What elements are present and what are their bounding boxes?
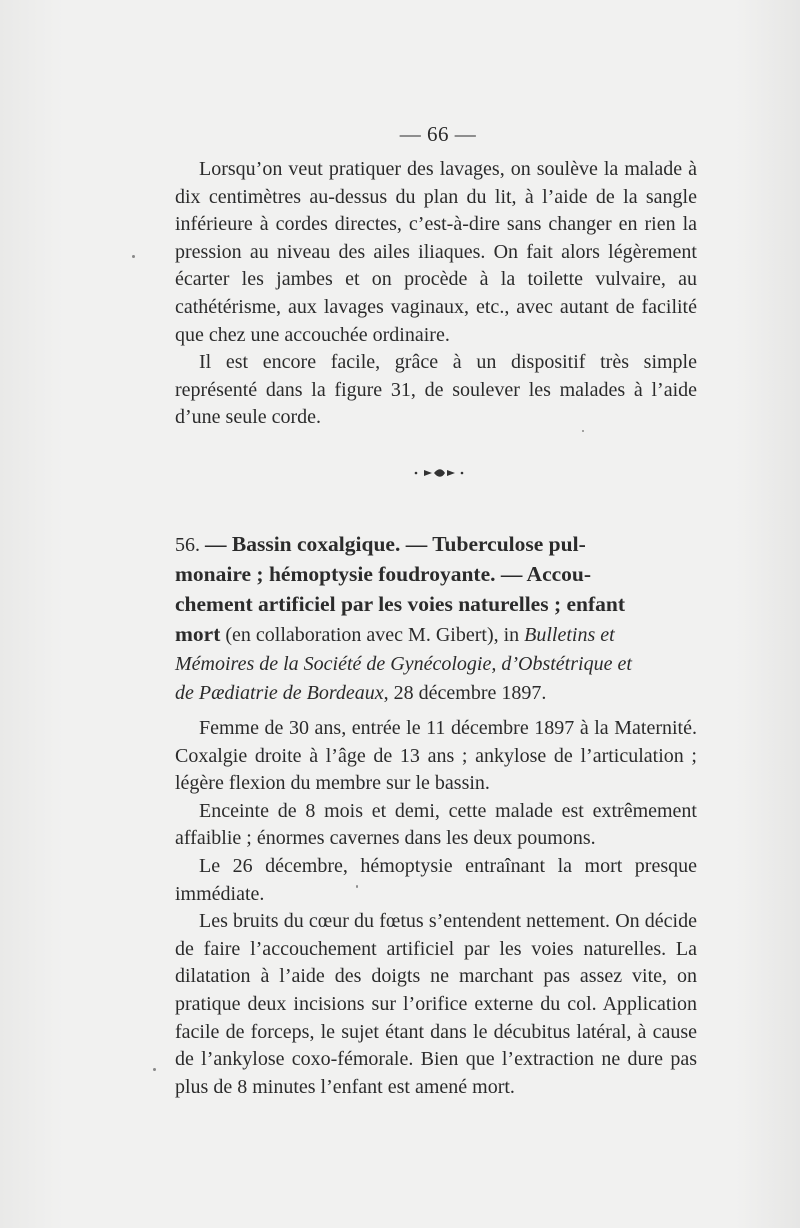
page-number: — 66 — xyxy=(399,122,477,146)
section-title-3: chement artificiel par les voies naturelles ; enfant xyxy=(175,592,626,616)
paper-speck xyxy=(132,255,135,258)
journal-title-3: de Pædiatrie de Bordeaux xyxy=(175,682,384,704)
section-heading-line-4 xyxy=(175,620,697,650)
journal-title-2: Mémoires de la Société de Gynécologie, d’Obstétrique et xyxy=(175,653,632,675)
section-heading-line-1 xyxy=(175,530,697,560)
section-heading-line-6 xyxy=(175,679,697,708)
fleuron-ornament-icon xyxy=(410,466,470,480)
section-title-2: monaire ; hémoptysie foudroyante. — Accou- xyxy=(175,562,592,586)
paper-speck xyxy=(356,885,358,888)
paragraph-dispositif: Il est encore facile, grâce à un dispositif très simple représenté dans la figure 31, de soulever les malades à l’aide d’une seule corde. xyxy=(175,351,697,429)
paragraph-enceinte: Enceinte de 8 mois et demi, cette malade est extrêmement affaiblie ; énormes cavernes dans les deux poumons. xyxy=(175,799,697,850)
paper-speck xyxy=(582,430,584,432)
publication-date: , 28 décembre 1897. xyxy=(383,682,547,704)
section-title-4: mort xyxy=(175,622,221,646)
top-text-block xyxy=(175,156,697,432)
paragraph-patient: Femme de 30 ans, entrée le 11 décembre 1897 à la Maternité. Coxalgie droite à l’âge de 13 ans ; ankylose de l’articulation ; légère flexion du membre sur le bassin. xyxy=(175,717,697,795)
paragraph-lavages: Lorsqu’on veut pratiquer des lavages, on soulève la malade à dix centimètres au-dessus du plan du lit, à l’aide de la sangle inférieure à cordes directes, c’est-à-dire sans changer en rien la pression au niveau des ailes iliaques. On fait alors légèrement écarter les jambes et on procède à la toilette vulvaire, au cathétérisme, aux lavages vaginaux, etc., avec autant de facilité que chez une accouchée ordinaire. xyxy=(175,158,697,346)
section-heading-line-3 xyxy=(175,590,697,620)
paragraph-hemoptysie: Le 26 décembre, hémoptysie entraînant la mort presque immédiate. xyxy=(175,854,697,905)
section-number: 56. xyxy=(175,534,200,556)
paper-speck xyxy=(153,1068,156,1071)
journal-title-1: Bulletins et xyxy=(524,624,615,646)
section-heading-line-2 xyxy=(175,560,697,590)
case-text-block xyxy=(175,715,697,1101)
section-heading-block xyxy=(175,530,697,708)
section-heading-line-5 xyxy=(175,650,697,679)
paragraph-accouchement: Les bruits du cœur du fœtus s’entendent nettement. On décide de faire l’accouchement artificiel par les voies naturelles. La dilatation à l’aide des doigts ne marchant pas assez vite, on pratique deux incisions sur l’orifice externe du col. Application facile de forceps, le sujet étant dans le décubitus latéral, à cause de l’ankylose coxo-fémorale. Bien que l’extraction ne dure pas plus de 8 minutes l’enfant est amené mort. xyxy=(175,910,697,1098)
section-title-1: — Bassin coxalgique. — Tuberculose pul- xyxy=(205,532,586,556)
collaboration-note: (en collaboration avec M. Gibert), in xyxy=(220,624,525,646)
